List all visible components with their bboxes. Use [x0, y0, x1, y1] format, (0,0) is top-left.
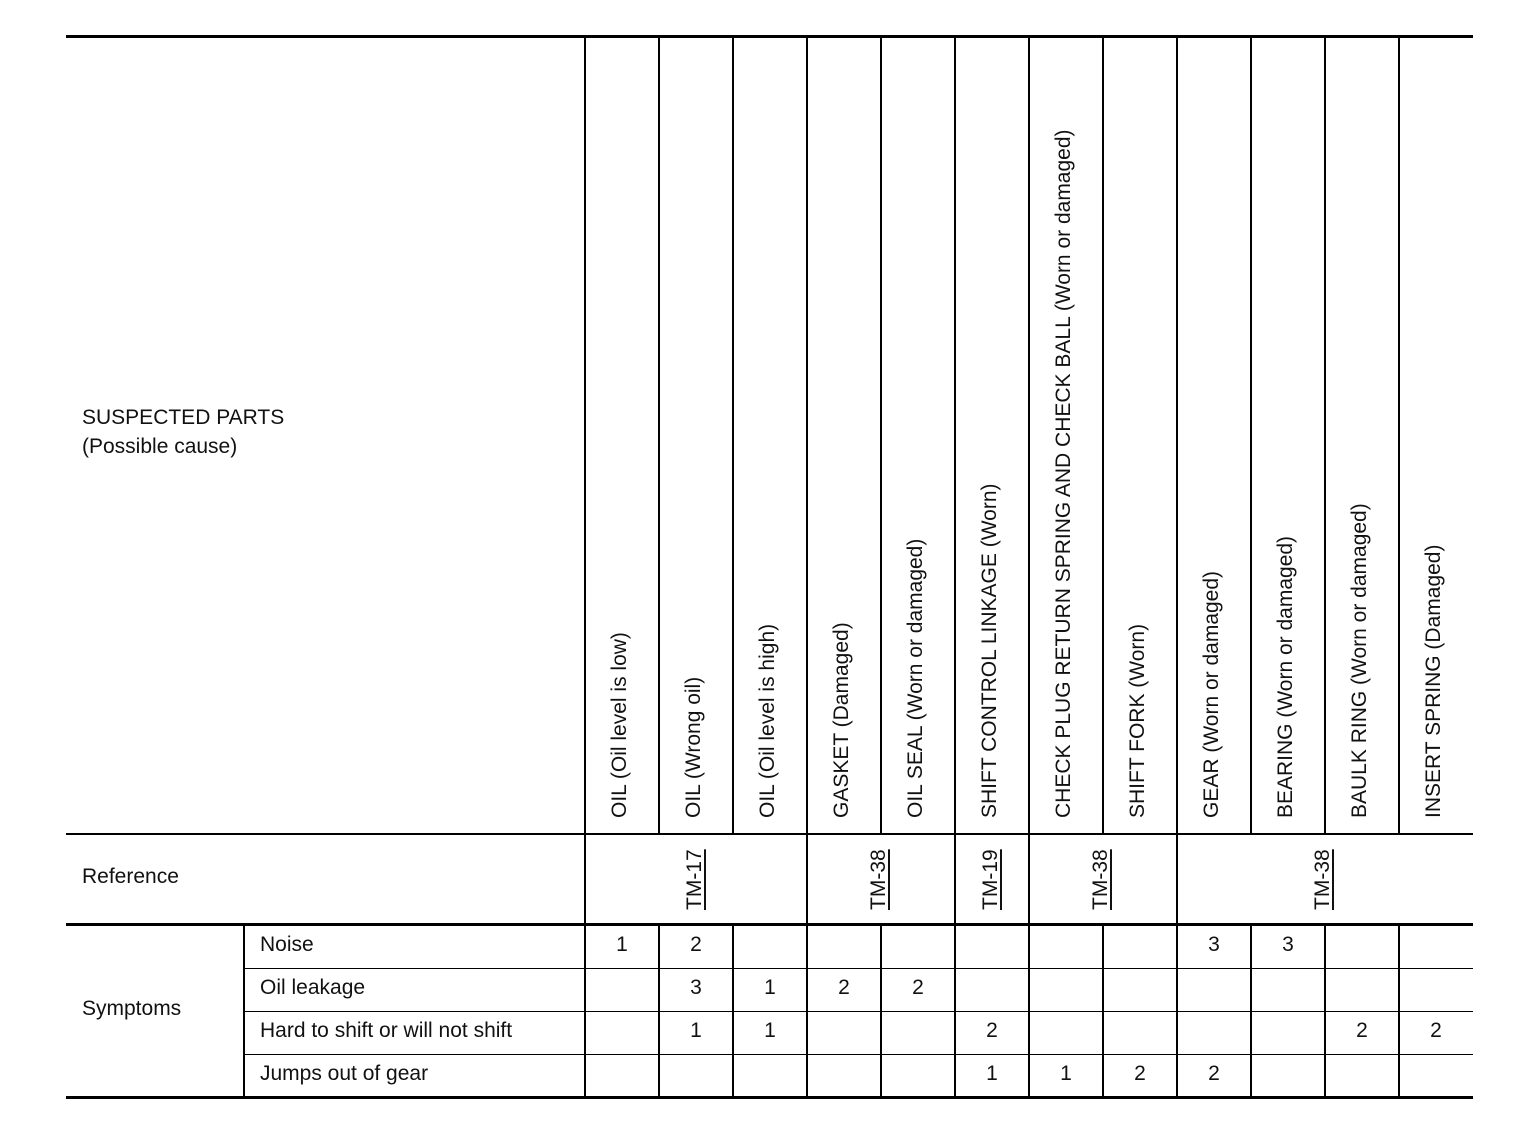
reference-bottom-rule — [66, 923, 1473, 926]
possible-cause-label: (Possible cause) — [82, 435, 238, 458]
column-rule — [1102, 37, 1104, 835]
cell-value: 2 — [1356, 1019, 1368, 1042]
row-rule — [244, 1011, 1473, 1012]
column-header: OIL (Wrong oil) — [682, 676, 705, 818]
column-header: BAULK RING (Worn or damaged) — [1348, 503, 1371, 818]
column-header: SHIFT FORK (Worn) — [1126, 623, 1149, 818]
reference-label: Reference — [82, 865, 179, 888]
cell-value: 2 — [1430, 1019, 1442, 1042]
cell-value: 1 — [616, 933, 628, 956]
column-rule — [880, 37, 882, 835]
column-header: GASKET (Damaged) — [830, 622, 853, 818]
column-rule — [1028, 37, 1030, 1097]
column-rule — [1398, 925, 1400, 1097]
column-header: CHECK PLUG RETURN SPRING AND CHECK BALL (Worn or damaged) — [1052, 129, 1075, 818]
cell-value: 1 — [1060, 1062, 1072, 1085]
column-rule — [1324, 925, 1326, 1097]
symptoms-divider — [243, 925, 245, 1097]
cell-value: 1 — [986, 1062, 998, 1085]
reference-link[interactable]: TM-17 — [683, 849, 706, 910]
suspected-parts-label: SUSPECTED PARTS — [82, 406, 285, 429]
column-rule — [880, 925, 882, 1097]
symptom-name: Jumps out of gear — [260, 1062, 429, 1085]
column-rule — [1324, 37, 1326, 835]
column-header: GEAR (Worn or damaged) — [1200, 570, 1223, 818]
column-header: OIL (Oil level is low) — [608, 632, 631, 818]
row-rule — [244, 1054, 1473, 1055]
cell-value: 2 — [1134, 1062, 1146, 1085]
column-rule — [658, 37, 660, 835]
column-header: INSERT SPRING (Damaged) — [1422, 544, 1445, 818]
column-rule — [1250, 37, 1252, 835]
column-rule — [1398, 37, 1400, 835]
table-top-rule — [66, 35, 1473, 38]
table-bottom-rule — [66, 1096, 1473, 1099]
cell-value: 3 — [690, 976, 702, 999]
column-rule — [954, 37, 956, 1097]
cell-value: 1 — [764, 976, 776, 999]
cell-value: 3 — [1282, 933, 1294, 956]
symptom-name: Hard to shift or will not shift — [260, 1019, 513, 1042]
header-bottom-rule — [66, 833, 1473, 835]
cell-value: 2 — [986, 1019, 998, 1042]
cell-value: 1 — [690, 1019, 702, 1042]
symptoms-label: Symptoms — [82, 997, 182, 1020]
column-header: OIL (Oil level is high) — [756, 623, 779, 818]
cell-value: 2 — [912, 976, 924, 999]
reference-link[interactable]: TM-19 — [979, 849, 1002, 910]
cell-value: 2 — [838, 976, 850, 999]
column-rule — [732, 925, 734, 1097]
column-rule — [732, 37, 734, 835]
cell-value: 2 — [690, 933, 702, 956]
reference-link[interactable]: TM-38 — [1089, 849, 1112, 910]
reference-link[interactable]: TM-38 — [1311, 849, 1334, 910]
cell-value: 1 — [764, 1019, 776, 1042]
symptom-name: Oil leakage — [260, 976, 366, 999]
reference-link[interactable]: TM-38 — [867, 849, 890, 910]
row-rule — [244, 968, 1473, 969]
cell-value: 2 — [1208, 1062, 1220, 1085]
cell-value: 3 — [1208, 933, 1220, 956]
column-rule — [806, 37, 808, 1097]
column-header: OIL SEAL (Worn or damaged) — [904, 538, 927, 818]
symptom-name: Noise — [260, 933, 314, 956]
column-header: SHIFT CONTROL LINKAGE (Worn) — [978, 483, 1001, 818]
column-header: BEARING (Worn or damaged) — [1274, 535, 1297, 818]
